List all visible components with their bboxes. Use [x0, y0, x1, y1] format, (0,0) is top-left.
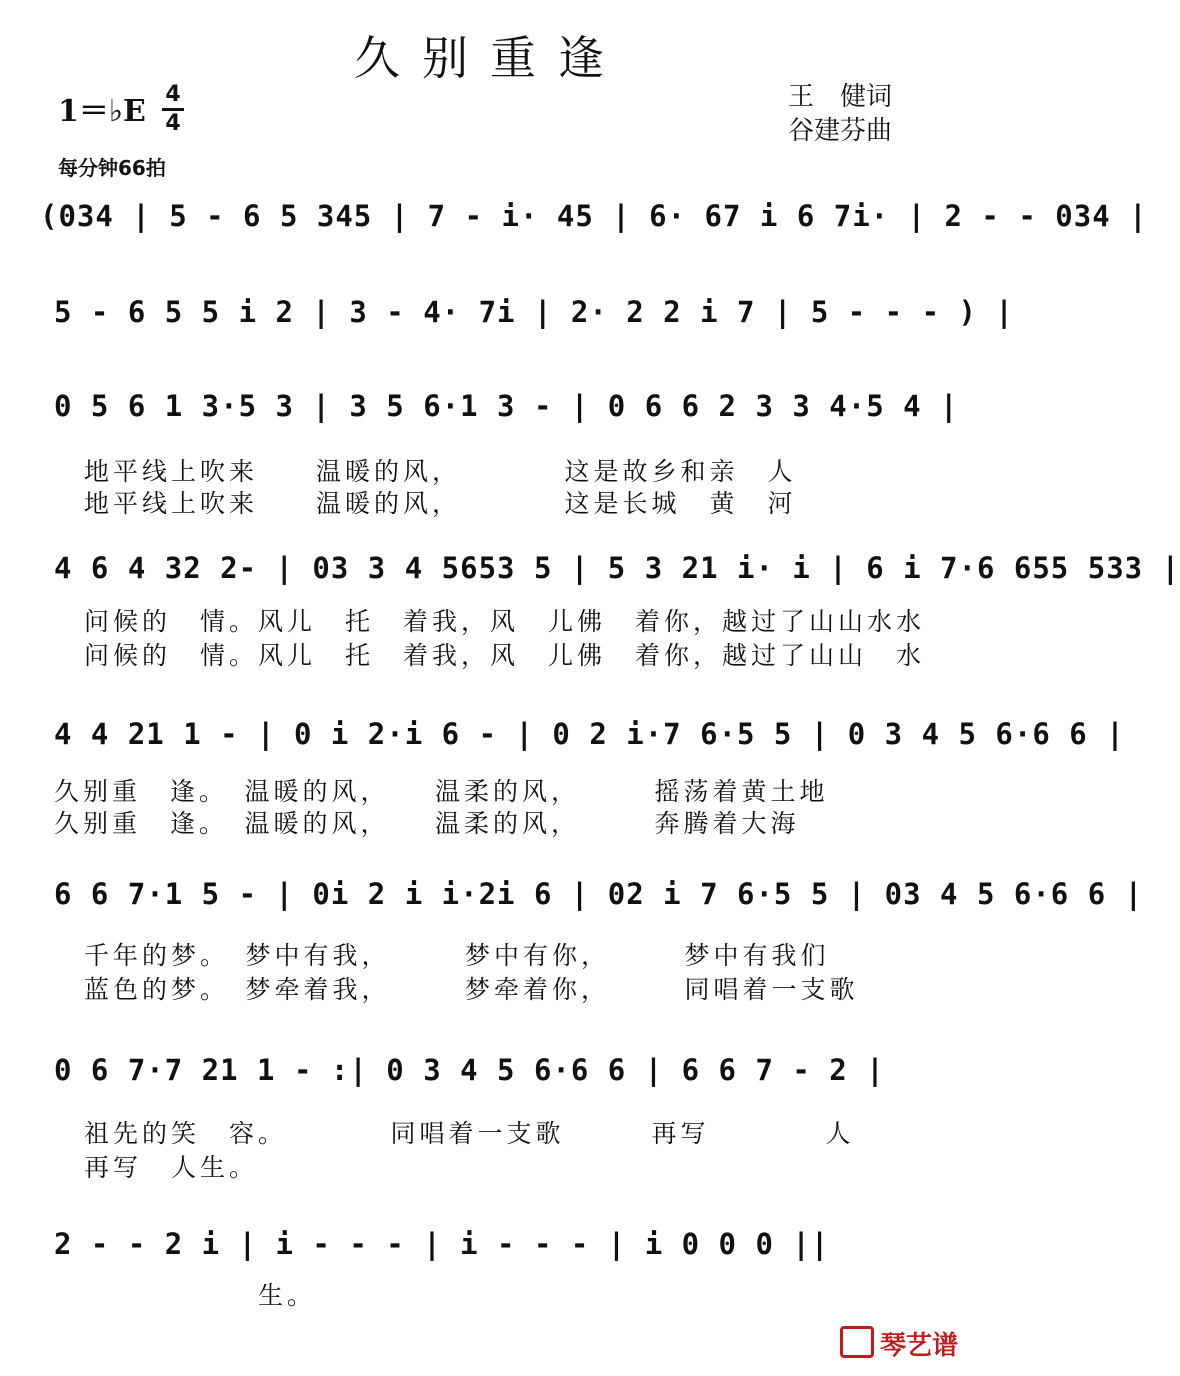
- notation-line-ending: 2 - - 2 i | i - - - | i - - - | i 0 0 0 ||: [54, 1227, 830, 1261]
- time-signature-top: 4: [165, 82, 181, 107]
- notation-line-verse-1: 0 5 6 1 3·5 3 | 3 5 6·1 3 - | 0 6 6 2 3 3 4·5 4 |: [54, 389, 959, 423]
- notation-line-chorus-1: 6 6 7·1 5 - | 0i 2 i i·2i 6 | 02 i 7 6·5 5 | 03 4 5 6·6 6 |: [54, 877, 1144, 911]
- lyric-line: 问候的 情。风儿 托 着我，风 儿佛 着你，越过了山山水水: [84, 607, 926, 636]
- lyric-line: 生。: [84, 1281, 317, 1310]
- watermark-text: 琴艺谱: [879, 1331, 958, 1361]
- lyric-line: 久别重 逢。 温暖的风， 温柔的风， 奔腾着大海: [54, 809, 800, 838]
- lyricist-credit: 王 健词: [787, 82, 892, 112]
- lyric-line: 地平线上吹来 温暖的风， 这是长城 黄 河: [84, 489, 797, 518]
- tempo-marking: 每分钟66拍: [58, 156, 166, 180]
- composer-credit: 谷建芬曲: [787, 116, 892, 146]
- notation-line-verse-3: 4 4 21 1 - | 0 i 2·i 6 - | 0 2 i·7 6·5 5 | 0 3 4 5 6·6 6 |: [54, 717, 1125, 751]
- lyric-line: 再写 人生。: [84, 1153, 259, 1182]
- lyric-line: 地平线上吹来 温暖的风， 这是故乡和亲 人: [84, 457, 797, 486]
- lyric-line: 蓝色的梦。 梦牵着我， 梦牵着你， 同唱着一支歌: [84, 975, 859, 1004]
- notation-line-intro-2: 5 - 6 5 5 i 2 | 3 - 4· 7i | 2· 2 2 i 7 | 5 - - - ) |: [54, 295, 1014, 329]
- watermark-logo: [840, 1325, 958, 1362]
- time-signature-bottom: 4: [165, 111, 181, 136]
- notation-line-chorus-2: 0 6 7·7 21 1 - :| 0 3 4 5 6·6 6 | 6 6 7 - 2 |: [54, 1053, 885, 1087]
- piano-logo-icon: [840, 1326, 874, 1358]
- key-signature: 1＝♭E: [58, 94, 146, 129]
- lyric-line: 千年的梦。 梦中有我， 梦中有你， 梦中有我们: [84, 941, 830, 970]
- lyric-line: 祖先的笑 容。 同唱着一支歌 再写 人: [84, 1119, 855, 1148]
- lyric-line: 问候的 情。风儿 托 着我，风 儿佛 着你，越过了山山 水: [84, 641, 926, 670]
- notation-line-verse-2: 4 6 4 32 2- | 03 3 4 5653 5 | 5 3 21 i· i | 6 i 7·6 655 533 |: [54, 551, 1180, 585]
- time-signature: [160, 82, 186, 137]
- lyric-line: 久别重 逢。 温暖的风， 温柔的风， 摇荡着黄土地: [54, 777, 829, 806]
- notation-line-intro-1: (034 | 5 - 6 5 345 | 7 - i· 45 | 6· 67 i 6 7i· | 2 - - 034 |: [40, 199, 1148, 233]
- song-title: 久别重逢: [354, 31, 626, 85]
